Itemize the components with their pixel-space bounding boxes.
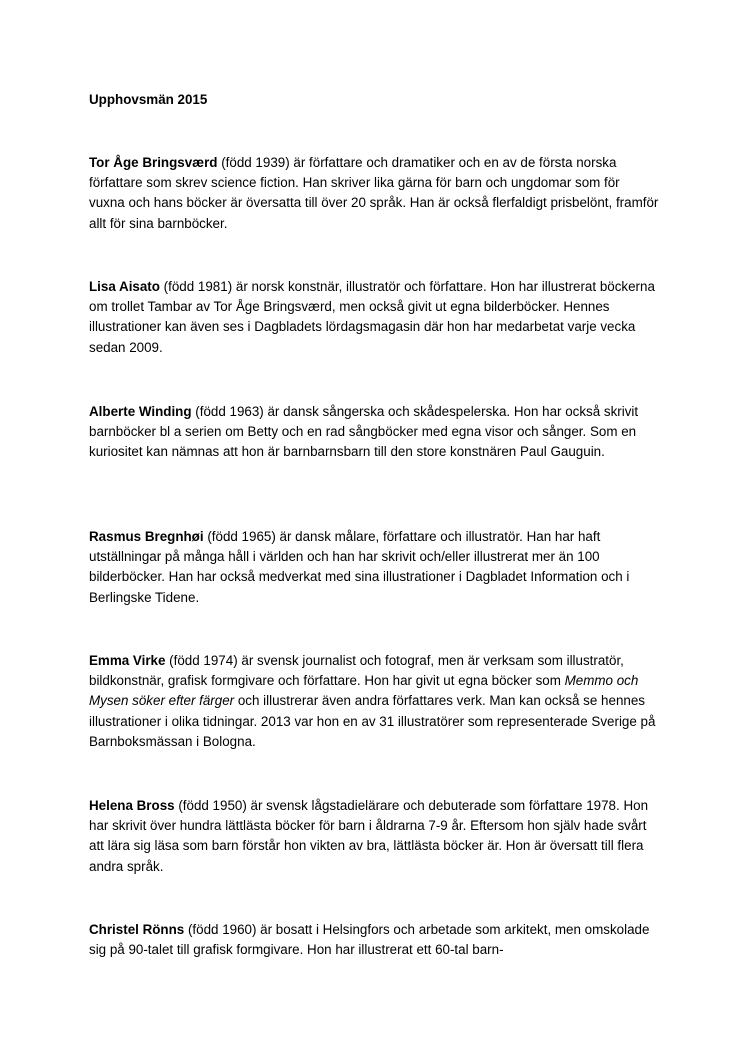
author-bio-aisato	[89, 277, 659, 358]
author-bio-bringsvaerd	[89, 153, 659, 234]
author-name: Christel Rönns	[89, 922, 185, 937]
author-description-continued: och illustrerar även andra författares verk. Man kan också se hennes illustrationer i olika tidningar. 2013 var hon en av 31 illustratörer som representerade Sverige på Barnboksmässan i Bologna.	[89, 693, 656, 749]
author-description: (född 1963) är dansk sångerska och skådespelerska. Hon har också skrivit barnböcker bl a serien om Betty och en rad sångböcker med egna visor och sånger. Som en kuriositet kan nämnas att hon är barnbarnsbarn till den store konstnären Paul Gauguin.	[89, 404, 639, 460]
page-title: Upphovsmän 2015	[89, 92, 208, 107]
book-title: Memmo och Mysen söker efter färger	[89, 673, 639, 709]
author-bio-virke	[89, 651, 659, 752]
author-bio-winding	[89, 402, 659, 463]
author-bio-bregnhoi	[89, 527, 659, 608]
author-description: (född 1965) är dansk målare, författare och illustratör. Han har haft utställningar på många håll i världen och han har skrivit och/eller illustrerat mer än 100 bilderböcker. Han har också medverkat med sina illustrationer i Dagbladet Information och i Berlingske Tidene.	[89, 529, 630, 605]
author-name: Emma Virke	[89, 653, 166, 668]
author-name: Lisa Aisato	[89, 279, 160, 294]
author-name: Helena Bross	[89, 798, 175, 813]
author-bio-ronns	[89, 920, 659, 960]
author-bio-bross	[89, 796, 659, 877]
author-description: (född 1939) är författare och dramatiker och en av de första norska författare som skrev science fiction. Han skriver lika gärna för barn och ungdomar som för vuxna och hans böcker är översatta till över 20 språk. Han är också flerfaldigt prisbelönt, framför allt för sina barnböcker.	[89, 155, 659, 231]
author-description: (född 1960) är bosatt i Helsingfors och arbetade som arkitekt, men omskolade sig på 90-talet till grafisk formgivare. Hon har illustrerat ett 60-tal barn-	[89, 922, 650, 958]
author-description: (född 1974) är svensk journalist och fotograf, men är verksam som illustratör, bildkonstnär, grafisk formgivare och författare. Hon har givit ut egna böcker som	[89, 653, 624, 689]
author-name: Tor Åge Bringsværd	[89, 155, 218, 170]
author-description: (född 1981) är norsk konstnär, illustratör och författare. Hon har illustrerat böckerna om trollet Tambar av Tor Åge Bringsværd, men också givit ut egna bilderböcker. Hennes illustrationer kan även ses i Dagbladets lördagsmagasin där hon har medarbetat varje vecka sedan 2009.	[89, 279, 655, 355]
author-description: (född 1950) är svensk lågstadielärare och debuterade som författare 1978. Hon har skrivit över hundra lättlästa böcker för barn i åldrarna 7-9 år. Eftersom hon själv hade svårt att lära sig läsa som barn förstår hon vikten av bra, lättlästa böcker är. Hon är översatt till flera andra språk.	[89, 798, 649, 874]
author-name: Rasmus Bregnhøi	[89, 529, 204, 544]
author-name: Alberte Winding	[89, 404, 192, 419]
